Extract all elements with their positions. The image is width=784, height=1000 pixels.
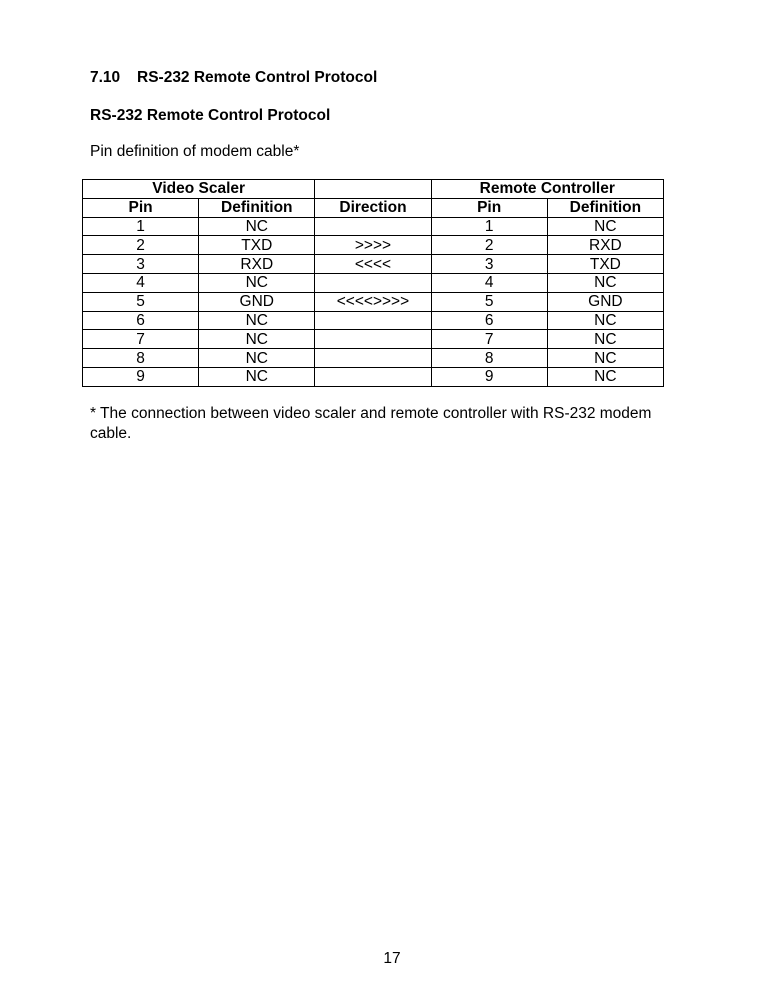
scaler-pin-cell: 7 bbox=[83, 330, 199, 349]
scaler-definition-cell: GND bbox=[199, 292, 315, 311]
group-header-video-scaler: Video Scaler bbox=[83, 180, 315, 199]
section-number: 7.10 bbox=[90, 69, 121, 86]
table-row bbox=[83, 330, 664, 349]
remote-pin-cell: 3 bbox=[431, 255, 547, 274]
direction-cell bbox=[315, 311, 431, 330]
pin-definition-table bbox=[82, 179, 664, 387]
remote-definition-cell: NC bbox=[547, 217, 663, 236]
direction-cell bbox=[315, 349, 431, 368]
group-header-remote-controller: Remote Controller bbox=[431, 180, 663, 199]
table-row bbox=[83, 349, 664, 368]
column-header-scaler-pin: Pin bbox=[83, 198, 199, 217]
remote-pin-cell: 6 bbox=[431, 311, 547, 330]
remote-pin-cell: 5 bbox=[431, 292, 547, 311]
scaler-pin-cell: 2 bbox=[83, 236, 199, 255]
group-header-row bbox=[83, 180, 664, 199]
remote-pin-cell: 7 bbox=[431, 330, 547, 349]
scaler-definition-cell: NC bbox=[199, 273, 315, 292]
direction-cell bbox=[315, 273, 431, 292]
scaler-definition-cell: NC bbox=[199, 330, 315, 349]
table-row bbox=[83, 217, 664, 236]
remote-definition-cell: RXD bbox=[547, 236, 663, 255]
remote-pin-cell: 9 bbox=[431, 367, 547, 386]
table-row bbox=[83, 255, 664, 274]
direction-cell bbox=[315, 367, 431, 386]
remote-definition-cell: NC bbox=[547, 330, 663, 349]
remote-definition-cell: TXD bbox=[547, 255, 663, 274]
remote-definition-cell: NC bbox=[547, 311, 663, 330]
direction-cell bbox=[315, 217, 431, 236]
table-row bbox=[83, 236, 664, 255]
column-header-remote-definition: Definition bbox=[547, 198, 663, 217]
scaler-pin-cell: 3 bbox=[83, 255, 199, 274]
scaler-pin-cell: 4 bbox=[83, 273, 199, 292]
direction-cell: <<<< bbox=[315, 255, 431, 274]
page-number: 17 bbox=[383, 950, 401, 967]
remote-definition-cell: NC bbox=[547, 367, 663, 386]
direction-cell: <<<<>>>> bbox=[315, 292, 431, 311]
scaler-pin-cell: 1 bbox=[83, 217, 199, 236]
scaler-pin-cell: 5 bbox=[83, 292, 199, 311]
section-heading bbox=[90, 69, 377, 87]
column-header-remote-pin: Pin bbox=[431, 198, 547, 217]
scaler-definition-cell: NC bbox=[199, 367, 315, 386]
scaler-definition-cell: TXD bbox=[199, 236, 315, 255]
table-row bbox=[83, 273, 664, 292]
column-header-row bbox=[83, 198, 664, 217]
direction-cell: >>>> bbox=[315, 236, 431, 255]
column-header-direction: Direction bbox=[315, 198, 431, 217]
table-row bbox=[83, 367, 664, 386]
remote-definition-cell: NC bbox=[547, 273, 663, 292]
scaler-pin-cell: 8 bbox=[83, 349, 199, 368]
scaler-definition-cell: RXD bbox=[199, 255, 315, 274]
direction-cell bbox=[315, 330, 431, 349]
scaler-pin-cell: 6 bbox=[83, 311, 199, 330]
group-header-direction bbox=[315, 180, 431, 199]
table-row bbox=[83, 311, 664, 330]
pin-table-body bbox=[83, 217, 664, 386]
scaler-pin-cell: 9 bbox=[83, 367, 199, 386]
remote-pin-cell: 2 bbox=[431, 236, 547, 255]
remote-pin-cell: 8 bbox=[431, 349, 547, 368]
column-header-scaler-definition: Definition bbox=[199, 198, 315, 217]
remote-definition-cell: GND bbox=[547, 292, 663, 311]
intro-text: Pin definition of modem cable* bbox=[90, 143, 300, 160]
remote-pin-cell: 1 bbox=[431, 217, 547, 236]
remote-definition-cell: NC bbox=[547, 349, 663, 368]
footnote: * The connection between video scaler and remote controller with RS-232 modem cable. bbox=[90, 405, 652, 442]
remote-pin-cell: 4 bbox=[431, 273, 547, 292]
scaler-definition-cell: NC bbox=[199, 311, 315, 330]
scaler-definition-cell: NC bbox=[199, 349, 315, 368]
scaler-definition-cell: NC bbox=[199, 217, 315, 236]
section-title: RS-232 Remote Control Protocol bbox=[137, 69, 378, 86]
sub-heading: RS-232 Remote Control Protocol bbox=[90, 107, 331, 124]
table-row bbox=[83, 292, 664, 311]
